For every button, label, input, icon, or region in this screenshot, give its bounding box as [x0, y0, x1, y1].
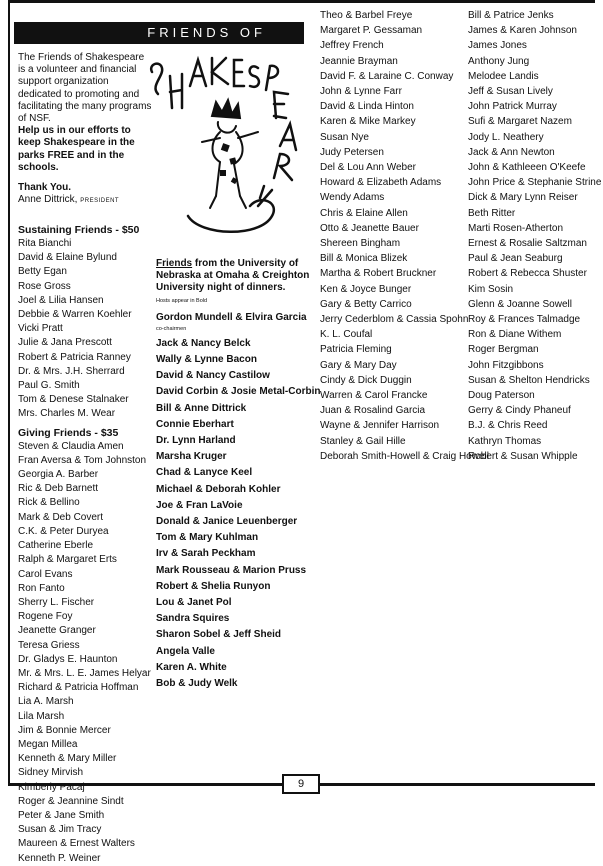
- list-item: Robert & Shelia Runyon: [156, 580, 271, 592]
- list-item: Rogene Foy: [18, 611, 73, 623]
- list-item: Catherine Eberle: [18, 540, 94, 552]
- list-item: Paul G. Smith: [18, 380, 80, 392]
- signer-name: Anne Dittrick,: [18, 194, 78, 206]
- list-item: Jeannie Brayman: [320, 55, 398, 67]
- list-item: Jack & Ann Newton: [468, 146, 555, 158]
- list-item: Rita Bianchi: [18, 238, 72, 250]
- list-item: Jeffrey French: [320, 40, 384, 52]
- list-item: Lou & Janet Pol: [156, 597, 232, 609]
- column-4-list: [468, 8, 603, 464]
- list-item: Stanley & Gail Hille: [320, 435, 406, 447]
- co-chairs: Gordon Mundell & Elvira Garcia: [156, 311, 307, 323]
- list-item: Joe & Fran LaVoie: [156, 499, 243, 511]
- list-item: Fran Aversa & Tom Johnston: [18, 454, 147, 466]
- shakespeare-logo-illustration: [140, 46, 302, 246]
- list-item: Warren & Carol Francke: [320, 390, 428, 402]
- list-item: Angela Valle: [156, 645, 215, 657]
- list-item: Robert & Patricia Ranney: [18, 351, 131, 363]
- thank-you: Thank You.: [18, 182, 71, 194]
- list-item: Ken & Joyce Bunger: [320, 283, 412, 295]
- list-item: Betty Egan: [18, 266, 67, 278]
- list-item: Karen & Mike Markey: [320, 116, 416, 128]
- column-3-list: [320, 8, 489, 464]
- list-item: Paul & Jean Seaburg: [468, 253, 563, 265]
- column-1: [18, 52, 158, 866]
- list-item: Margaret P. Gessaman: [320, 25, 423, 37]
- list-item: Lia A. Marsh: [18, 696, 74, 708]
- list-item: Ralph & Margaret Erts: [18, 554, 117, 566]
- list-item: Peter & Jane Smith: [18, 809, 105, 821]
- list-item: Sufi & Margaret Nazem: [468, 116, 572, 128]
- sustaining-heading: Sustaining Friends - $50: [18, 224, 140, 237]
- list-item: Lila Marsh: [18, 710, 65, 722]
- list-item: Sandra Squires: [156, 613, 230, 625]
- list-item: Gary & Mary Day: [320, 359, 397, 371]
- page-number: 9: [282, 774, 320, 794]
- list-item: Robert & Susan Whipple: [468, 450, 578, 462]
- list-item: Georgia A. Barber: [18, 469, 99, 481]
- list-item: Chad & Lanyce Keel: [156, 467, 253, 479]
- list-item: Julie & Jana Prescott: [18, 337, 112, 349]
- list-item: Susan Nye: [320, 131, 369, 143]
- signature: [18, 194, 158, 207]
- list-item: David & Elaine Bylund: [18, 252, 117, 264]
- list-item: Sharon Sobel & Jeff Sheid: [156, 629, 282, 641]
- university-list: [156, 336, 321, 692]
- list-item: Megan Millea: [18, 738, 78, 750]
- list-item: Kim Sosin: [468, 283, 514, 295]
- list-item: Bill & Patrice Jenks: [468, 10, 554, 21]
- list-item: Rick & Bellino: [18, 497, 80, 509]
- list-item: Roy & Frances Talmadge: [468, 314, 581, 326]
- signer-role: PRESIDENT: [80, 198, 120, 205]
- giving-list: [18, 440, 158, 866]
- list-item: Jeff & Susan Lively: [468, 86, 553, 98]
- sustaining-list: [18, 237, 158, 422]
- list-item: Robert & Rebecca Shuster: [468, 268, 587, 280]
- top-rule: [8, 0, 595, 3]
- list-item: James Jones: [468, 40, 527, 52]
- column-2: [156, 258, 321, 692]
- list-item: Steven & Claudia Amen: [18, 440, 124, 452]
- list-item: Roger & Jeannine Sindt: [18, 795, 124, 807]
- column-3: [320, 8, 489, 464]
- list-item: Del & Lou Ann Weber: [320, 162, 416, 174]
- list-item: John Patrick Murray: [468, 101, 557, 113]
- list-item: Mark Rousseau & Marion Pruss: [156, 564, 307, 576]
- list-item: Marti Rosen-Atherton: [468, 222, 564, 234]
- list-item: James & Karen Johnson: [468, 25, 577, 37]
- list-item: Beth Ritter: [468, 207, 516, 219]
- list-item: Kenneth P. Weiner: [18, 852, 101, 864]
- list-item: Chris & Elaine Allen: [320, 207, 408, 219]
- list-item: Dr. Gladys E. Haunton: [18, 653, 118, 665]
- list-item: David F. & Laraine C. Conway: [320, 70, 454, 82]
- list-item: Wayne & Jennifer Harrison: [320, 420, 440, 432]
- list-item: Ric & Deb Barnett: [18, 483, 99, 495]
- list-item: B.J. & Chris Reed: [468, 420, 548, 432]
- friends-word: Friends: [156, 258, 193, 269]
- list-item: Kimberly Pacaj: [18, 781, 85, 793]
- list-item: Ron Fanto: [18, 582, 65, 594]
- list-item: Jim & Bonnie Mercer: [18, 724, 111, 736]
- list-item: Juan & Rosalind Garcia: [320, 405, 426, 417]
- list-item: Bill & Monica Blizek: [320, 253, 408, 265]
- list-item: Richard & Patricia Hoffman: [18, 682, 139, 694]
- list-item: Glenn & Joanne Sowell: [468, 298, 572, 310]
- list-item: Michael & Deborah Kohler: [156, 483, 281, 495]
- list-item: Bill & Anne Dittrick: [156, 402, 247, 414]
- list-item: Susan & Jim Tracy: [18, 824, 102, 836]
- list-item: Cindy & Dick Duggin: [320, 374, 412, 386]
- list-item: Irv & Sarah Peckham: [156, 548, 256, 560]
- list-item: Joel & Lilia Hansen: [18, 294, 104, 306]
- friends-of-banner: FRIENDS OF: [14, 22, 304, 44]
- list-item: Judy Petersen: [320, 146, 384, 158]
- intro-paragraph: The Friends of Shakespeare is a volunteer and financial support organization dedicated to promoting and facilitating the many programs of NSF.: [18, 52, 152, 125]
- list-item: Karen A. White: [156, 661, 227, 673]
- left-rule: [8, 0, 10, 786]
- list-item: Doug Paterson: [468, 390, 535, 402]
- list-item: C.K. & Peter Duryea: [18, 525, 109, 537]
- list-item: Patricia Fleming: [320, 344, 392, 356]
- list-item: Dr. & Mrs. J.H. Sherrard: [18, 365, 125, 377]
- list-item: Anthony Jung: [468, 55, 530, 67]
- list-item: Jerry Cederblom & Cassia Spohn: [320, 314, 469, 326]
- list-item: Kathryn Thomas: [468, 435, 542, 447]
- list-item: John & Kathleeen O'Keefe: [468, 162, 586, 174]
- list-item: Otto & Jeanette Bauer: [320, 222, 419, 234]
- list-item: John & Lynne Farr: [320, 86, 402, 98]
- list-item: Deborah Smith-Howell & Craig Howell: [320, 450, 489, 462]
- list-item: Jeanette Granger: [18, 625, 96, 637]
- list-item: Ron & Diane Withem: [468, 329, 562, 341]
- list-item: Vicki Pratt: [18, 323, 63, 335]
- list-item: Martha & Robert Bruckner: [320, 268, 437, 280]
- list-item: Rose Gross: [18, 280, 71, 292]
- list-item: David & Nancy Castilow: [156, 370, 270, 382]
- list-item: Dr. Lynn Harland: [156, 435, 236, 447]
- list-item: Roger Bergman: [468, 344, 539, 356]
- list-item: Theo & Barbel Freye: [320, 10, 413, 21]
- list-item: Ernest & Rosalie Saltzman: [468, 238, 587, 250]
- list-item: Teresa Griess: [18, 639, 80, 651]
- list-item: Marsha Kruger: [156, 451, 227, 463]
- list-item: Wally & Lynne Bacon: [156, 354, 257, 366]
- list-item: Mark & Deb Covert: [18, 511, 104, 523]
- list-item: Mr. & Mrs. L. E. James Helyar: [18, 667, 151, 679]
- list-item: K. L. Coufal: [320, 329, 373, 341]
- list-item: Sidney Mirvish: [18, 767, 84, 779]
- list-item: Connie Eberhart: [156, 418, 234, 430]
- list-item: Wendy Adams: [320, 192, 385, 204]
- list-item: Carol Evans: [18, 568, 73, 580]
- university-intro: [156, 258, 316, 295]
- list-item: Jody L. Neathery: [468, 131, 544, 143]
- hosts-note: Hosts appear in Bold: [156, 297, 208, 304]
- list-item: Gary & Betty Carrico: [320, 298, 412, 310]
- list-item: Susan & Shelton Hendricks: [468, 374, 590, 386]
- column-4: [468, 8, 603, 464]
- list-item: Jack & Nancy Belck: [156, 337, 251, 349]
- list-item: Debbie & Warren Koehler: [18, 309, 132, 321]
- list-item: John Price & Stephanie Strine: [468, 177, 602, 189]
- intro-appeal: Help us in our efforts to keep Shakespeare in the parks FREE and in the schools.: [18, 125, 135, 173]
- list-item: Gerry & Cindy Phaneuf: [468, 405, 571, 417]
- co-chairs-note: co-chairmen: [156, 325, 187, 332]
- list-item: Bob & Judy Welk: [156, 678, 238, 690]
- list-item: John Fitzgibbons: [468, 359, 544, 371]
- list-item: Tom & Denese Stalnaker: [18, 394, 129, 406]
- list-item: Melodee Landis: [468, 70, 539, 82]
- list-item: Maureen & Ernest Walters: [18, 838, 135, 850]
- list-item: David & Linda Hinton: [320, 101, 414, 113]
- giving-heading: Giving Friends - $35: [18, 426, 119, 439]
- list-item: David Corbin & Josie Metal-Corbin: [156, 386, 321, 398]
- list-item: Mrs. Charles M. Wear: [18, 408, 116, 420]
- list-item: Shereen Bingham: [320, 238, 401, 250]
- list-item: Sherry L. Fischer: [18, 596, 95, 608]
- university-intro-text: from the University of Nebraska at Omaha & Creighton University night of dinners.: [156, 258, 310, 294]
- list-item: Howard & Elizabeth Adams: [320, 177, 442, 189]
- list-item: Donald & Janice Leuenberger: [156, 516, 298, 528]
- list-item: Kenneth & Mary Miller: [18, 753, 117, 765]
- list-item: Dick & Mary Lynn Reiser: [468, 192, 578, 204]
- list-item: Tom & Mary Kuhlman: [156, 532, 259, 544]
